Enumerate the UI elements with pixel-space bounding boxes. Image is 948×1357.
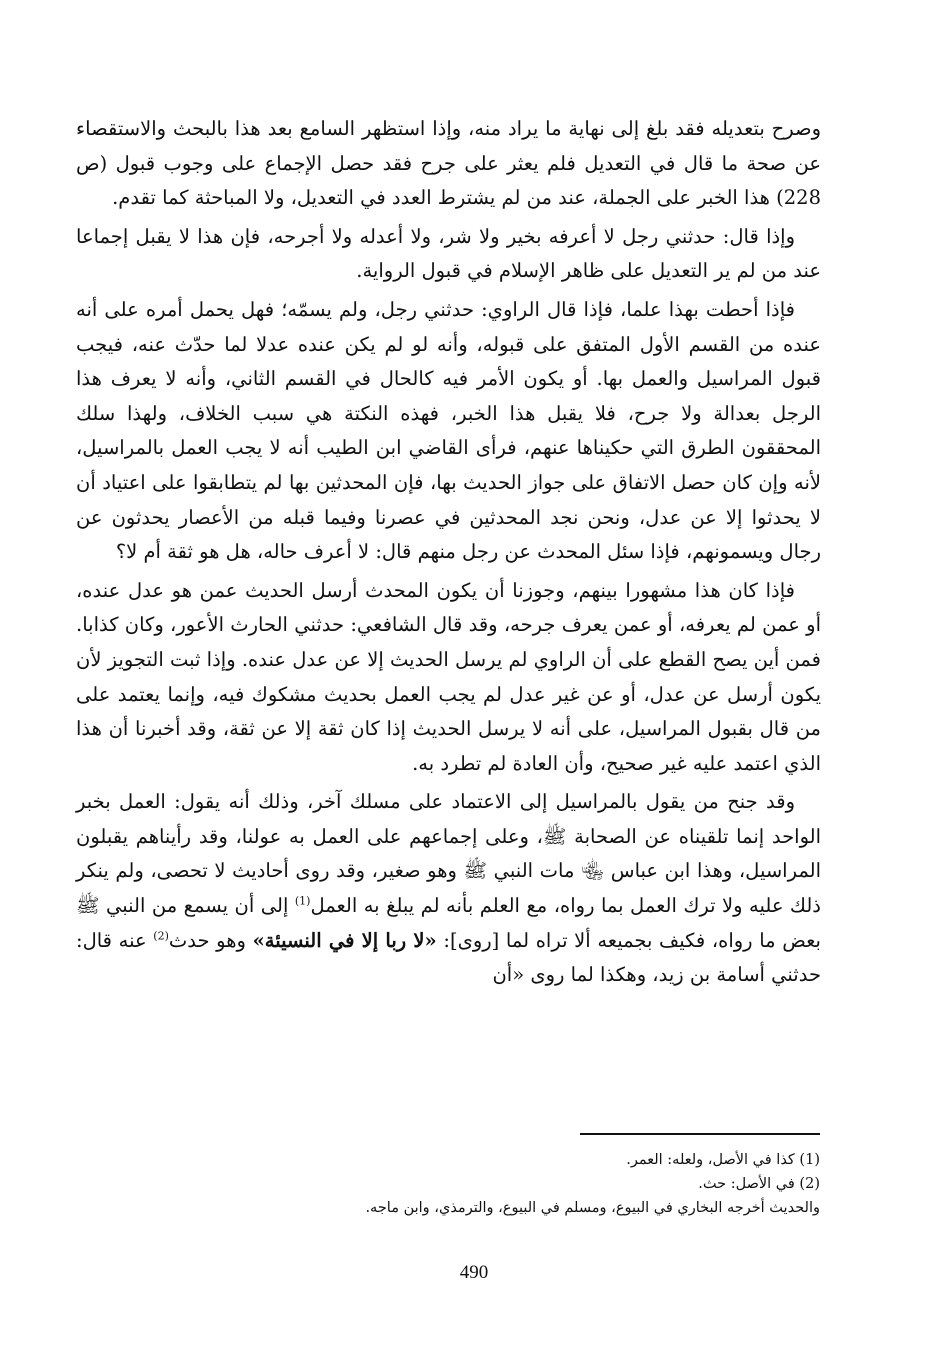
- footnote-marker-1: (1): [294, 894, 311, 908]
- text-line: أحاديث لا تحصى، ولم ينكر ذلك عليه ولا ترك العمل بما رواه، مع العلم بأنه لم يبلغ به: [76, 859, 821, 918]
- footnote-1: (1) كذا في الأصل، ولعله: العمر.: [626, 1152, 820, 1168]
- line-rest: عنه قال: حدثني أسامة بن زيد، وهكذا لما روى «أن: [76, 928, 821, 987]
- text-line: الأعور، وكان كذابا. فمن أين يصح القطع على أن الراوي لم يرسل الحديث إلا عن عدل: [76, 613, 821, 671]
- line-middle: وهو حدث: [168, 928, 253, 952]
- text-line: يتطابقوا على اعتياد أن لا يحدثوا إلا عن عدل، ونحن نجد المحدثين في عصرنا وفيما قبله: [76, 470, 821, 529]
- main-text: [76, 112, 821, 997]
- text-line: على أنه عنده من القسم الأول المتفق على قبوله، وأنه لو لم يكن عنده عدلا لما حدّث عنه،: [76, 297, 821, 356]
- text-line: العمل بالمراسيل، لأنه وإن كان حصل الاتفاق على جواز الحديث بها، فإن المحدثين بها لم: [76, 436, 822, 494]
- hadith-quote: «لا ربا إلا في النسيئة»: [252, 928, 437, 952]
- text-line: المباحثة كما تقدم.: [112, 186, 258, 210]
- footnote-marker-2: (2): [153, 929, 169, 943]
- text-line: يقبل إجماعا عند من لم ير التعديل على ظاهر الإسلام في قبول الرواية.: [76, 224, 821, 283]
- footnote-2-continuation: والحديث أخرجه البخاري في البيوع، ومسلم في البيوع، والترمذي، وابن ماجه.: [365, 1200, 820, 1216]
- text-line: من الأعصار يحدثون عن رجال ويسمونهم، فإذا سئل المحدث عن رجل منهم قال: لا: [76, 505, 821, 564]
- text-line: عنده، أو عمن لم يعرفه، أو عمن يعرف جرحه، وقد قال الشافعي: حدثني الحارث: [76, 578, 822, 637]
- text-line: رأيناهم يقبلون المراسيل، وهذا ابن عباس ﵄ مات النبي ﷺ وهو صغير، وقد روى: [76, 824, 821, 883]
- text-line: ولهذا سلك المحققون الطرق التي حكيناها عنهم، فرأى القاضي ابن الطيب أنه لا يجب: [76, 401, 821, 460]
- text-line: عنده. وإذا ثبت التجويز لأن يكون أرسل عن عدل، أو عن غير عدل لم يجب العمل بحديث: [76, 647, 821, 706]
- text-line: والاستقصاء عن صحة ما قال في التعديل فلم يعثر على جرح فقد حصل الإجماع على: [76, 117, 821, 175]
- footnote-divider: [580, 1133, 820, 1135]
- text-line: ثقة إلا عن ثقة، وقد أخبرنا أن هذا الذي اعتمد عليه غير صحيح، وأن العادة لم تطرد به.: [76, 717, 821, 775]
- text-line: وإذا قال: حدثني رجل لا أعرفه بخير ولا شر، ولا أعدله ولا أجرحه، فإن هذا لا: [178, 224, 795, 248]
- paragraph-3: [76, 293, 821, 570]
- paragraph-5: [76, 785, 821, 993]
- text-line: أعرف حاله، هل هو ثقة أم لا؟: [115, 540, 352, 564]
- paragraph-1: [76, 112, 821, 216]
- text-line: بخبر الواحد إنما تلقيناه عن الصحابة ﷺ، وعلى إجماعهم على العمل به عولنا، وقد: [76, 790, 822, 848]
- footnotes: [260, 1148, 820, 1220]
- paragraph-2: [76, 220, 821, 289]
- text-line: فإذا كان هذا مشهورا بينهم، وجوزنا أن يكون المحدث أرسل الحديث عمن هو عدل: [127, 578, 795, 602]
- text-line: فإذا أحطت بهذا علما، فإذا قال الراوي: حدثني رجل، ولم يسمّه؛ فهل يحمل أمره: [145, 297, 796, 321]
- paragraph-4: [76, 574, 821, 782]
- text-line: يعرف هذا الرجل بعدالة ولا جرح، فلا يقبل هذا الخبر، فهذه النكتة هي سبب الخلاف،: [76, 367, 821, 425]
- text-line: مشكوك فيه، وإنما يعتمد على من قال بقبول المراسيل، على أنه لا يرسل الحديث إذا كان: [76, 682, 821, 741]
- text-line: وقد جنح من يقول بالمراسيل إلى الاعتماد على مسلك آخر، وذلك أنه يقول: العمل: [119, 790, 796, 814]
- text-line: وصرح بتعديله فقد بلغ إلى نهاية ما يراد منه، وإذا استظهر السامع بعد هذا بالبحث: [172, 117, 821, 140]
- footnote-2: (2) في الأصل: حث.: [698, 1176, 820, 1192]
- line-rest: إلى أن يسمع من النبي ﷺ بعض ما رواه، فكيف بجميعه ألا تراه لما [روى]:: [76, 894, 821, 952]
- text-line: فيجب قبول المراسيل والعمل بها. أو يكون الأمر فيه كالحال في القسم الثاني، وأنه لا: [76, 332, 821, 391]
- text-line: وجوب قبول (ص 228) هذا الخبر على الجملة، عند من لم يشترط العدد في التعديل، ولا: [76, 151, 821, 210]
- page-number: 490: [459, 1262, 489, 1283]
- line-start: العمل: [310, 894, 358, 918]
